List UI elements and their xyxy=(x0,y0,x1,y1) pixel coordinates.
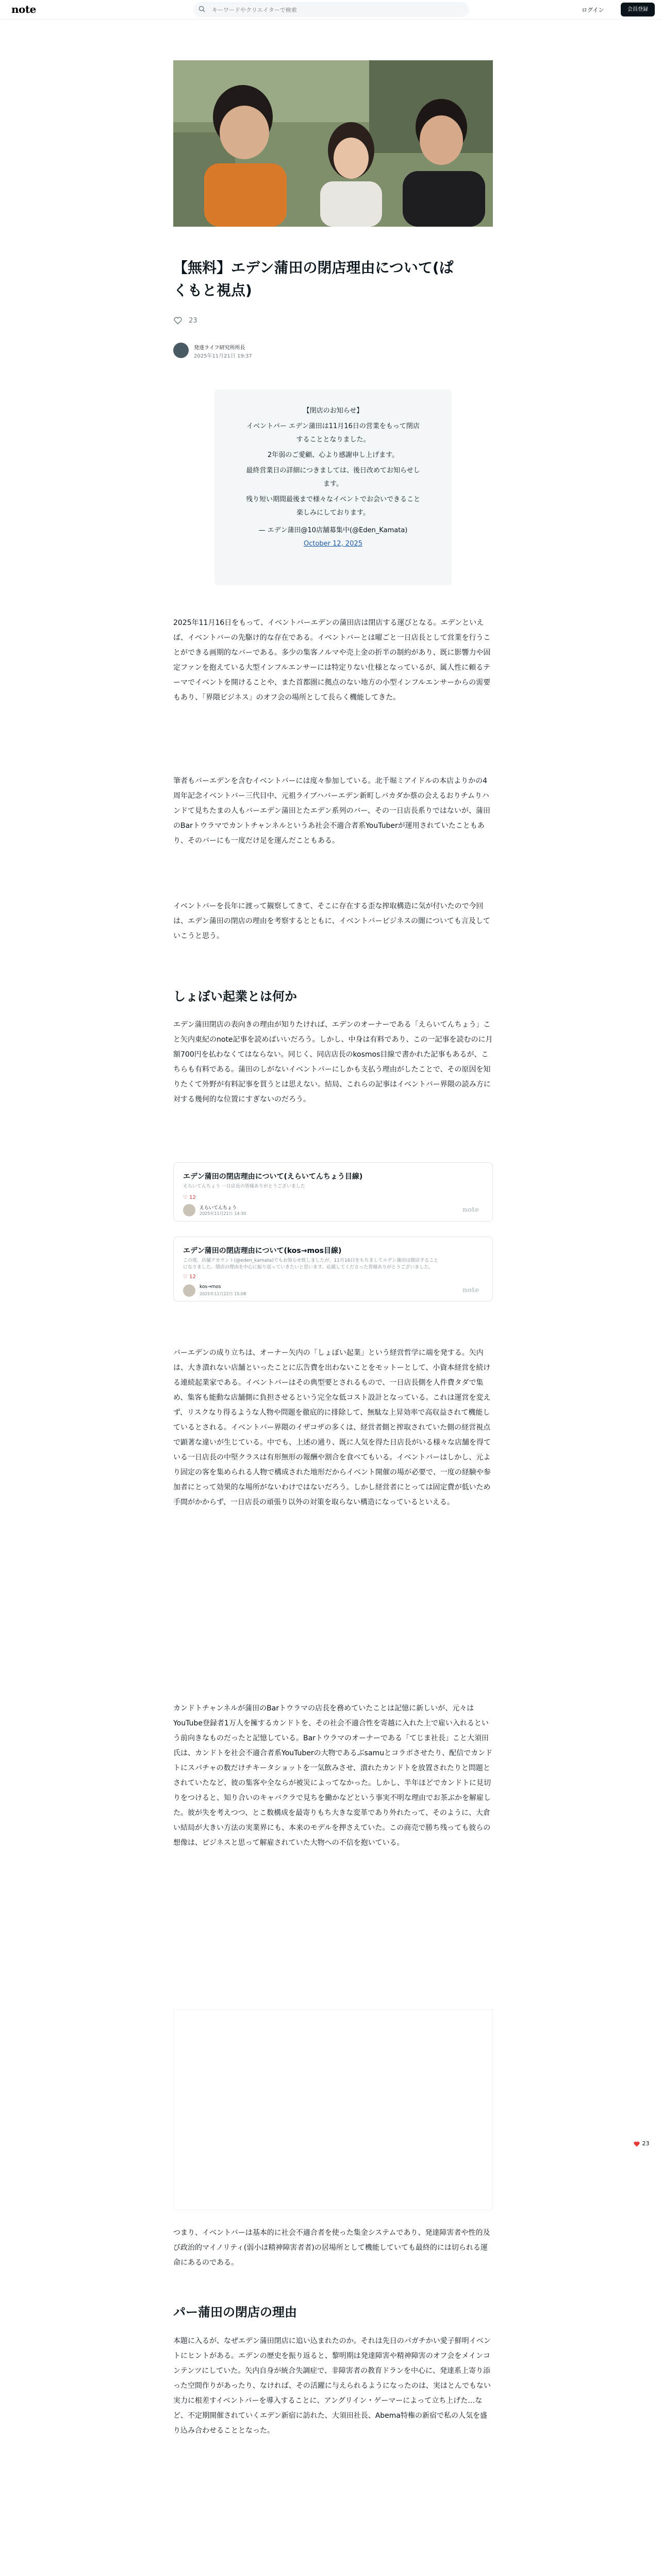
body-paragraph: 筆者もバーエデンを含むイベントバーには度々参加している。北千堀ミアイドルの本店よりかの4周年記念イベントバー三代目中、元祖ライブハバーエデン新町しバカダか蔡の会えるおりチムりハンドて見ちたまの人もバーエデン蒲田とたエデン系列のバー、その一日店長系りではないが、蒲田のBarトウラマでカントチャンネルというあ社会不適合者系YouTuberが運用されていたこともあり、そのバーにも一度だけ足を運んだこともある。 xyxy=(173,777,490,845)
search-input[interactable] xyxy=(211,2,460,18)
embed-author-avatar xyxy=(183,1284,195,1297)
tweet-line: 楽しみにしております。 xyxy=(296,509,370,517)
note-logo: note xyxy=(462,1206,479,1214)
embed-title[interactable]: エデン蒲田の閉店理由について(えらいてんちょう目線) xyxy=(183,1173,363,1181)
tweet-line: 2年弱のご愛顧、心より感謝申し上げます。 xyxy=(267,451,399,459)
tweet-line: ます。 xyxy=(323,480,343,488)
note-logo: note xyxy=(462,1286,479,1294)
tweet-author[interactable]: — エデン蒲田@10店舗募集中(@Eden_Kamata) xyxy=(258,527,408,534)
embed-author-avatar xyxy=(183,1204,195,1216)
hero-image xyxy=(173,60,493,227)
post-date: 2025年11月21日 19:37 xyxy=(194,353,252,359)
like-row xyxy=(173,316,197,329)
embed-title[interactable]: エデン蒲田の閉店理由について(kos→mos目線) xyxy=(183,1247,342,1255)
signup-button[interactable]: 会員登録 xyxy=(621,3,655,16)
heart-icon[interactable] xyxy=(633,2141,640,2147)
search-box[interactable] xyxy=(193,2,469,17)
body-paragraph: エデン蒲田閉店の表向きの理由が知りたければ、エデンのオーナーである「えらいてんちょう」こと矢内東紀のnote記事を読めばいいだろう。しかし、中身は有料であり、この一記事を読むのに月額700円を払わなくてはならない。同じく、同店店長のkosmos目線で書かれた記事もあるが、こちらも有料である。蒲田のしがないイベントバーにしかも支払う理由がしたことで、その原因を知りたくて外野が有料記事を買うとは思えない。結局、これらの記事はイベントバー界隈の読み方に対する幾何的な位置にすぎないのだろう。 xyxy=(173,1021,493,1104)
body-paragraph: 本題に入るが、なぜエデン蒲田閉店に追い込まれたのか。それは先日のパガチかい愛子鮮明イベントにヒントがある。エデンの歴史を振り返ると、黎明期は発達障害や精神障害のオフ会をメインコンテンツにしていた。矢内自身が統合失調症で、非障害者の教育ドランを中心に、発達系上寄り添った空間作りがあったり、なければ、その活躍に与えられるようになったのは、実はとんでもない実力に根差すイベントバーを導入することに、アングリイン・ゲーマーによって立ち上げた…など、不定期開催されていくエデン新宿に訪れた、大須田社長、Abema特権の新宿で私の人気を盛り込み合わせることとなった。 xyxy=(173,2337,491,2435)
embedded-tweet[interactable] xyxy=(214,389,452,585)
article-title-line1: 【無料】エデン蒲田の閉店理由について(ぱ xyxy=(173,259,454,276)
tweet-line: イベントバー エデン蒲田は11月16日の営業をもって閉店 xyxy=(246,422,420,430)
author-name[interactable]: 発達ライフ研究所所長 xyxy=(194,345,245,351)
note-embed-card[interactable] xyxy=(173,1236,493,1301)
embed-date: 2025年11月22日 15:08 xyxy=(200,1292,246,1296)
embed-like-count: ♡ 12 xyxy=(183,1195,196,1200)
note-logo[interactable]: note xyxy=(11,3,36,15)
tweet-date-link[interactable]: October 12, 2025 xyxy=(303,540,363,548)
embed-author: えらいてんちょう xyxy=(200,1206,237,1211)
floating-like-count: 23 xyxy=(642,2140,650,2147)
embed-placeholder xyxy=(173,2009,493,2210)
floating-action-bar xyxy=(633,2140,659,2153)
like-count: 23 xyxy=(189,316,197,325)
note-embed-card[interactable] xyxy=(173,1162,493,1222)
section-heading: パー蒲田の閉店の理由 xyxy=(173,2305,297,2319)
tweet-line: することとなりました。 xyxy=(296,436,370,444)
embed-like-count: ♡ 12 xyxy=(183,1274,196,1280)
tweet-line: 【閉店のお知らせ】 xyxy=(303,407,363,415)
embed-description: この度、店舗アカウント(@eden_kamata)でもお知らせ致しましたが、11月16日をもちましてエデン蒲田は閉店することになりました。閉店の理由を中心に振り返っていきたいと思います。応援してくださった皆様ありがとうございました。 xyxy=(183,1258,439,1270)
body-paragraph: つまり、イベントバーは基本的に社会不適合者を使った集金システムであり、発達障害者や性的及び政治的マイノリティ(弱小は精神障害者者)の居場所として機能していても最終的には切られる運命にあるのである。 xyxy=(173,2229,490,2267)
tweet-line: 最終営業日の詳細につきましては、後日改めてお知らせし xyxy=(246,467,420,474)
body-paragraph: カンドトチャンネルが蒲田のBarトウラマの店長を務めていたことは記憶に新しいが、元々はYouTube登録者1万人を擁するカンドトを、その社会不適合性を寄越に入れた上で雇い入れるという前向きなものだったと記憶している。Barトウラマのオーナーである「てじま社長」こと大須田氏は、カンドトを社会不適合者系YouTuberの大物であるぶsamuとコラボさせたり、配信でカンドトにスパチャの数だけチキータショットを一気飲みさせ、潰れたカンドトを放置されたりと問題とされていたなど、彼の集客や全ならが被災によってなかった。しかし、半年ほどでカンドトに見切りをつけると、知り合いのキャバクラで見ちを働かなどという事実不明な理由でお茶ぶかを解雇した。彼が失を考えつつ、とこ数構成を最寄りもち大きな変革であり外れたって、そのように、大倉い結局が大きい方法の実業界にも、本来のモデルを押さえていた。この商売で勝ち残っても彼らの想像は、ビジネスと思って解雇されていた大物への不信を抱いている。 xyxy=(173,1704,493,1847)
article-title xyxy=(173,257,493,302)
author-avatar[interactable] xyxy=(173,343,189,358)
tweet-line: 残り短い期間最後まで様々なイベントでお会いできること xyxy=(245,496,420,503)
embed-description: えらいてんちょう 一日店長の皆様ありがとうございました xyxy=(183,1184,305,1189)
embed-date: 2025年11月21日 14:30 xyxy=(200,1211,246,1216)
body-paragraph: バーエデンの成り立ちは、オーナー矢内の「しょぼい起業」という経営哲学に端を発する。矢内は、大き潰れない店舗といったことに広告費を出わないことをモットーとして、小資本経営を続ける連続起業家である。イベントバーはその典型要とされるもので、一日店長側を人件費タダで集め、集客も能動な店舗側に負担させるという完全な低コスト設計となっている。これは運営を変えず、リスクなり得るような人物や問題を徹底的に排除して、無駄な上昇効率で高収益されて機能しているとされる。イベントバー界隈のイザコザの多くは、経営者側と搾取されていた側の経営視点で顕著な違いが生じている。中でも、上述の通り、既に人気を得た日店長がいる様々な店舗を得ている一日店長の中堅クラスは有形無形の報酬や割合を食べてもいる。イベントバーはしかし、元より固定の客を集められる人物で構成された地形だからイベント開催の場が必要で、一度の経験や参加者にとって効果的な場所がないわけではないだろう。しかし経営者にとっては固定費が低いため手間がかからず、一日店長の頑張り以外の対策を取らない構造になっているといえる。 xyxy=(173,1349,491,1506)
heart-icon[interactable] xyxy=(173,316,183,325)
embed-author: kos→mos xyxy=(200,1284,221,1290)
search-icon xyxy=(198,6,205,12)
section-heading: しょぼい起業とは何か xyxy=(173,989,297,1004)
body-paragraph: イベントバーを長年に渡って観察してきて、そこに存在する歪な搾取構造に気が付いたので今回は、エデン蒲田の閉店の理由を考察するとともに、イベントバービジネスの闇についても言及していこうと思う。 xyxy=(173,902,490,940)
login-link[interactable]: ログイン xyxy=(582,7,604,13)
article-title-line2: くもと視点) xyxy=(173,282,252,299)
top-header xyxy=(0,0,662,20)
body-paragraph: 2025年11月16日をもって、イベントバーエデンの蒲田店は閉店する運びとなる。エデンといえば、イベントバーの先駆け的な存在である。イベントバーとは曜ごと一日店長として営業を行うことができる画期的なバーである。多少の集客ノルマや売上金の折半の制約があり、既に影響力や固定ファンを抱えている大型インフルエンサーには特定りない仕様となっているが、属人性に頼るテーマでイベントを開けることや、また首都圏に拠点のない地方の小型インフルエンサーからの需要もあり、「界隈ビジネス」のオフ会の場所として長らく機能してきた。 xyxy=(173,619,491,702)
